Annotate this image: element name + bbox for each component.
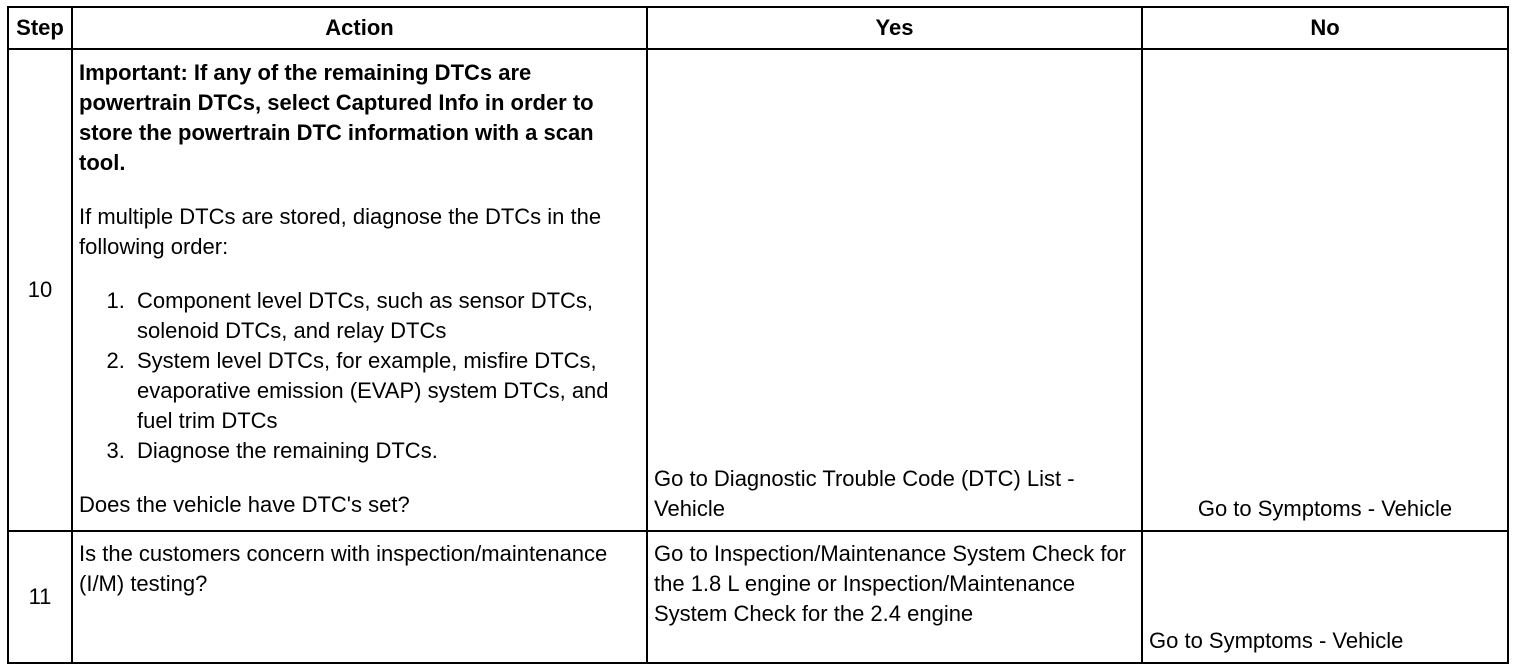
- yes-result: Go to Inspection/Maintenance System Check for the 1.8 L engine or Inspection/Maintenance System Check for the 2.4 engine: [647, 531, 1142, 663]
- diagnose-order-list: [79, 286, 640, 466]
- important-note: Important: If any of the remaining DTCs are powertrain DTCs, select Captured Info in order to store the powertrain DTC information with a scan tool.: [79, 60, 594, 175]
- action-cell: [72, 49, 647, 531]
- header-row: [8, 7, 1508, 49]
- list-item: 2. System level DTCs, for example, misfire DTCs, evaporative emission (EVAP) system DTCs, and fuel trim DTCs: [131, 346, 640, 436]
- header-yes: Yes: [647, 7, 1142, 49]
- yes-result: Go to Diagnostic Trouble Code (DTC) List - Vehicle: [647, 49, 1142, 531]
- step-number: 11: [8, 531, 72, 663]
- no-result: Go to Symptoms - Vehicle: [1142, 531, 1508, 663]
- action-intro: If multiple DTCs are stored, diagnose the DTCs in the following order:: [79, 204, 602, 259]
- list-item: 3. Diagnose the remaining DTCs.: [131, 436, 640, 466]
- step-number: 10: [8, 49, 72, 531]
- no-result: Go to Symptoms - Vehicle: [1142, 49, 1508, 531]
- action-question: Does the vehicle have DTC's set?: [79, 492, 410, 517]
- table-row: [8, 531, 1508, 663]
- list-item: 1. Component level DTCs, such as sensor DTCs, solenoid DTCs, and relay DTCs: [131, 286, 640, 346]
- header-step: Step: [8, 7, 72, 49]
- action-cell: [72, 531, 647, 663]
- table-row: [8, 49, 1508, 531]
- header-no: No: [1142, 7, 1508, 49]
- header-action: Action: [72, 7, 647, 49]
- diagnostic-table: [7, 6, 1509, 664]
- action-question: Is the customers concern with inspection/maintenance (I/M) testing?: [79, 541, 608, 596]
